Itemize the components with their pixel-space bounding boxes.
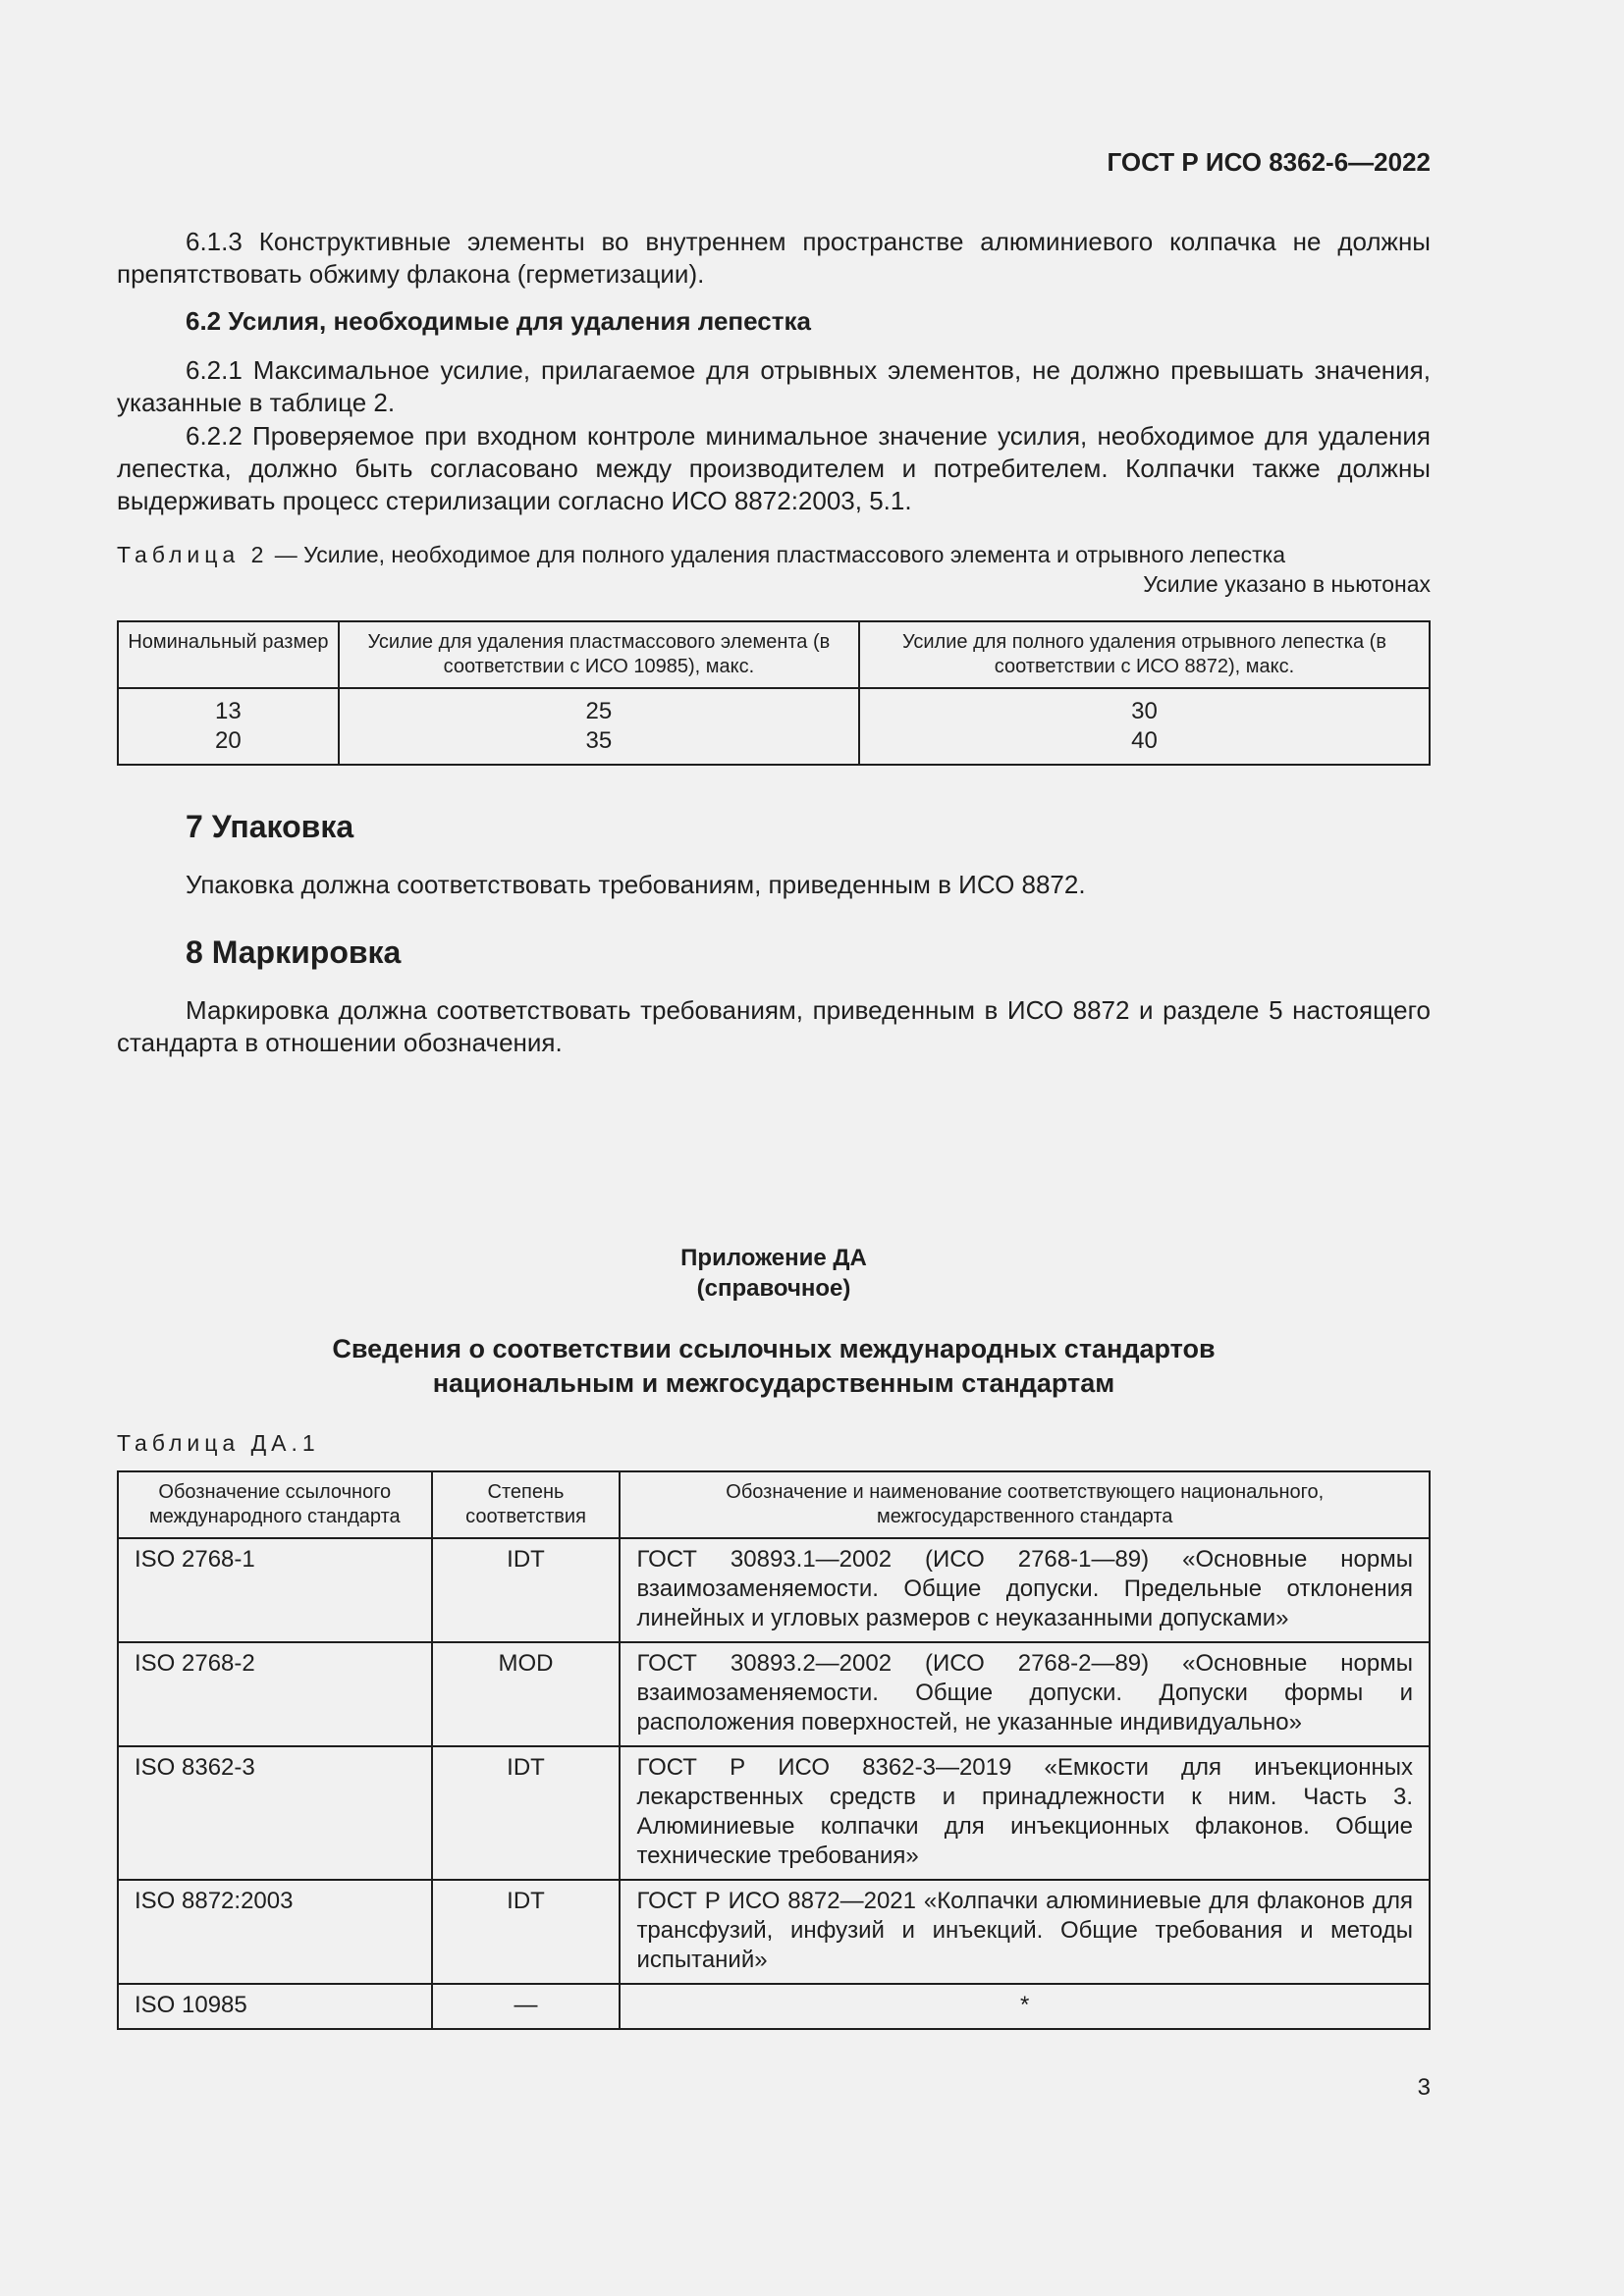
table-row <box>118 1642 1430 1746</box>
table-da1-header-standard: Обозначение ссылочного международного стандарта <box>118 1471 432 1538</box>
table-2-header-tearoff-force: Усилие для полного удаления отрывного лепестка (в соответствии с ИСО 8872), макс. <box>859 621 1430 688</box>
table-2-title: — Усилие, необходимое для полного удаления пластмассового элемента и отрывного лепестка <box>268 542 1286 567</box>
table-2-data-row <box>118 688 1430 765</box>
table-da1 <box>117 1470 1431 2030</box>
table-da1-caption <box>117 1428 1431 1458</box>
table-cell-degree: IDT <box>432 1538 621 1642</box>
appendix-header <box>117 1243 1431 1304</box>
table-2-cell-tearoff-force <box>859 688 1430 765</box>
table-2-header-plastic-force: Усилие для удаления пластмассового элемента (в соответствии с ИСО 10985), макс. <box>339 621 859 688</box>
table-da1-header-degree: Степень соответствия <box>432 1471 621 1538</box>
table-cell-national-standard: ГОСТ 30893.1—2002 (ИСО 2768-1—89) «Основные нормы взаимозаменяемости. Общие допуски. Предельные отклонения линейных и угловых размеров с неуказанными допусками» <box>620 1538 1430 1642</box>
section-8-body <box>117 994 1431 1059</box>
table-cell-standard: ISO 10985 <box>118 1984 432 2029</box>
table-cell-national-standard: ГОСТ 30893.2—2002 (ИСО 2768-2—89) «Основные нормы взаимозаменяемости. Общие допуски. Допуски формы и расположения поверхностей, не указанные индивидуально» <box>620 1642 1430 1746</box>
appendix-heading <box>117 1332 1431 1401</box>
table-2-cell-sizes <box>118 688 339 765</box>
table-row <box>118 1746 1430 1880</box>
table-2-grid <box>117 620 1431 766</box>
table-da1-header-row <box>118 1471 1430 1538</box>
table-2-tearoff-force-value: 40 <box>1131 727 1158 754</box>
table-2-label: Таблица 2 <box>117 542 269 567</box>
table-cell-standard: ISO 8362-3 <box>118 1746 432 1880</box>
section-heading-7: 7 Упаковка <box>186 809 354 844</box>
section-heading-8: 8 Маркировка <box>186 934 402 970</box>
table-row <box>118 1984 1430 2029</box>
table-row <box>118 1880 1430 1984</box>
appendix-subtitle: (справочное) <box>696 1275 851 1302</box>
table-2-size-value: 20 <box>215 727 242 754</box>
table-2-plastic-force-value: 25 <box>585 698 613 724</box>
table-2 <box>117 620 1431 766</box>
table-2-caption-line <box>117 540 1431 569</box>
table-cell-degree: MOD <box>432 1642 621 1746</box>
table-cell-degree: IDT <box>432 1746 621 1880</box>
section-7-body <box>117 869 1431 901</box>
table-cell-standard: ISO 8872:2003 <box>118 1880 432 1984</box>
table-2-header-size: Номинальный размер <box>118 621 339 688</box>
subsection-6-2 <box>117 305 1431 338</box>
appendix-title: Приложение ДА <box>680 1245 867 1271</box>
table-cell-national-standard: ГОСТ Р ИСО 8872—2021 «Колпачки алюминиевые для флаконов для трансфузий, инфузий и инъекций. Общие требования и методы испытаний» <box>620 1880 1430 1984</box>
section-7 <box>117 807 1431 846</box>
appendix-heading-line-2: национальным и межгосударственным стандартам <box>432 1368 1115 1398</box>
table-da1-header-national: Обозначение и наименование соответствующего национального, межгосударственного стандарта <box>620 1471 1430 1538</box>
table-cell-degree: — <box>432 1984 621 2029</box>
clause-6-2-2 <box>117 420 1431 517</box>
table-2-cell-plastic-force <box>339 688 859 765</box>
table-da1-grid <box>117 1470 1431 2030</box>
table-row <box>118 1538 1430 1642</box>
table-2-caption <box>117 540 1431 599</box>
paragraph-6-2-1: 6.2.1 Максимальное усилие, прилагаемое для отрывных элементов, не должно превышать значения, указанные в таблице 2. <box>117 355 1431 417</box>
section-8 <box>117 933 1431 972</box>
table-2-plastic-force-value: 35 <box>585 727 613 754</box>
table-2-tearoff-force-value: 30 <box>1131 698 1158 724</box>
table-2-units-note: Усилие указано в ньютонах <box>1143 571 1431 597</box>
table-cell-national-standard: ГОСТ Р ИСО 8362-3—2019 «Емкости для инъекционных лекарственных средств и принадлежности к ним. Часть 3. Алюминиевые колпачки для инъекционных флаконов. Общие технические требования» <box>620 1746 1430 1880</box>
clause-6-2-1 <box>117 354 1431 419</box>
table-cell-standard: ISO 2768-1 <box>118 1538 432 1642</box>
table-2-size-value: 13 <box>215 698 242 724</box>
table-cell-degree: IDT <box>432 1880 621 1984</box>
appendix-heading-line-1: Сведения о соответствии ссылочных международных стандартов <box>332 1334 1216 1363</box>
paragraph-6-1-3: 6.1.3 Конструктивные элементы во внутреннем пространстве алюминиевого колпачка не должны препятствовать обжиму флакона (герметизации). <box>117 227 1431 289</box>
paragraph-8: Маркировка должна соответствовать требованиям, приведенным в ИСО 8872 и разделе 5 настоящего стандарта в отношении обозначения. <box>117 995 1431 1057</box>
table-da1-label: Таблица ДА.1 <box>117 1430 320 1456</box>
page-number: 3 <box>1417 2074 1431 2101</box>
document-header: ГОСТ Р ИСО 8362-6—2022 <box>1107 147 1431 177</box>
paragraph-7: Упаковка должна соответствовать требованиям, приведенным в ИСО 8872. <box>186 870 1086 899</box>
table-2-header-row <box>118 621 1430 688</box>
paragraph-6-2-2: 6.2.2 Проверяемое при входном контроле минимальное значение усилия, необходимое для удаления лепестка, должно быть согласовано между производителем и потребителем. Колпачки также должны выдерживать процесс стерилизации согласно ИСО 8872:2003, 5.1. <box>117 421 1431 515</box>
table-cell-national-standard: * <box>620 1984 1430 2029</box>
clause-6-1-3 <box>117 226 1431 291</box>
table-cell-standard: ISO 2768-2 <box>118 1642 432 1746</box>
subsection-heading-6-2: 6.2 Усилия, необходимые для удаления лепестка <box>186 306 811 336</box>
